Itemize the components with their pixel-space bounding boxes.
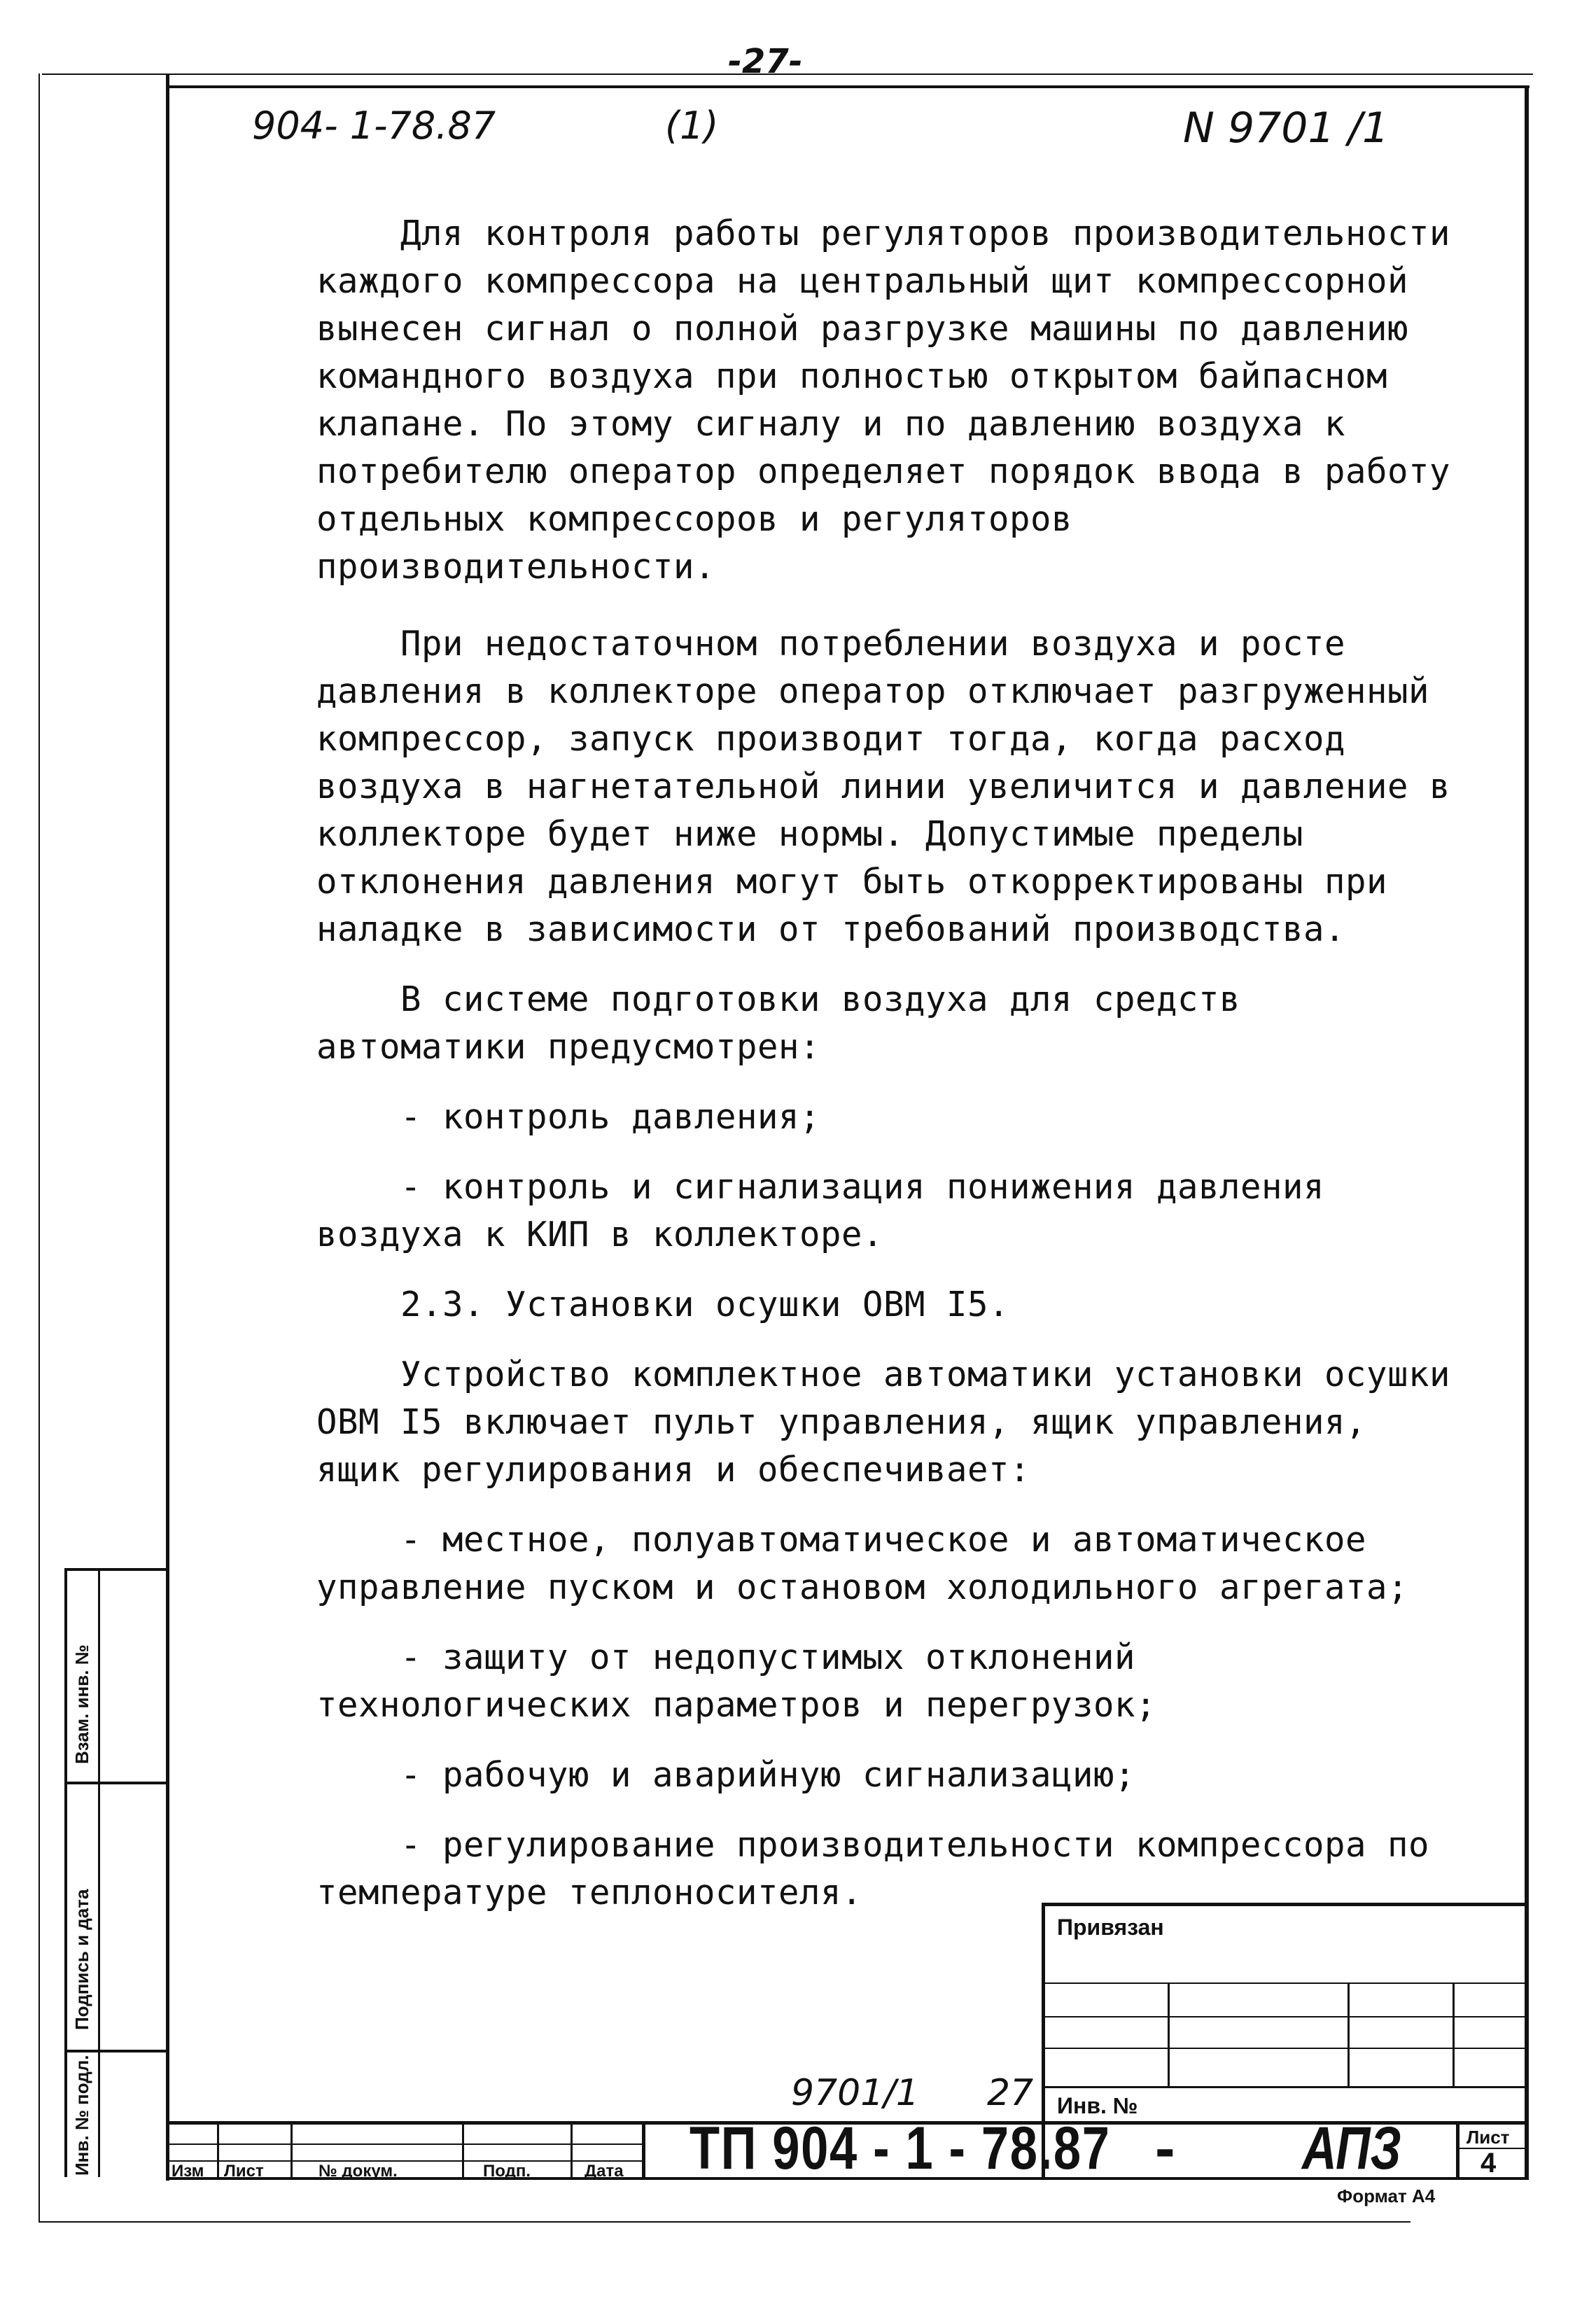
privyazan-col-1 bbox=[1168, 1982, 1170, 2087]
title-col-izm-right bbox=[217, 2121, 219, 2177]
section-code: АПЗ bbox=[1302, 2115, 1401, 2182]
section-heading: 2.3. Установки осушки ОВМ I5. bbox=[400, 1285, 1010, 1324]
side-column-mid bbox=[98, 1568, 100, 2177]
privyazan-bottom bbox=[1043, 2086, 1526, 2088]
list-item: - контроль и сигнализация понижения давления воздуха к КИП в коллекторе. bbox=[316, 1167, 1325, 1254]
side-column-divider-1 bbox=[64, 1782, 168, 1784]
paragraph: В системе подготовки воздуха для средств автоматики предусмотрен: bbox=[316, 979, 1241, 1067]
privyazan-col-3 bbox=[1452, 1982, 1455, 2087]
paragraph: При недостаточном потреблении воздуха и росте давления в коллекторе оператор отключает разгруженный компрессор, запуск производит тогда, когда расход воздуха в нагнетательной линии увеличится и давление в коллекторе будет ниже нормы. Допустимые пределы отклонения давления могут быть откорректированы при наладке в зависимости от требований производства. bbox=[316, 624, 1451, 949]
doc-code-handwritten: 904- 1-78.87 bbox=[252, 104, 496, 148]
frame-left-border bbox=[166, 74, 169, 2181]
column-label-izm: Изм bbox=[172, 2162, 204, 2181]
side-label-vzam-inv: Взам. инв. № bbox=[71, 1644, 92, 1764]
part-number-handwritten: (1) bbox=[665, 104, 719, 148]
sheet-label: Лист bbox=[1466, 2127, 1510, 2148]
designation-dash: - bbox=[1155, 2115, 1175, 2182]
column-label-data: Дата bbox=[584, 2162, 624, 2181]
inv-no-label: Инв. № bbox=[1057, 2093, 1138, 2118]
side-column-left bbox=[64, 1568, 67, 2177]
privyazan-col-2 bbox=[1348, 1982, 1350, 2087]
hand-number: 9701/1 bbox=[791, 2072, 919, 2114]
hand-page: 27 bbox=[987, 2072, 1034, 2114]
side-label-podpis-data: Подпись и дата bbox=[71, 1889, 92, 2030]
list-item: - контроль давления; bbox=[400, 1097, 821, 1137]
list-item: - регулирование производительности компрессора по температуре теплоносителя. bbox=[316, 1825, 1430, 1912]
paragraph: Для контроля работы регуляторов производительности каждого компрессора на центральный щит компрессорной вынесен сигнал о полной разгрузке машины по давлению командного воздуха при полностью открытом байпасном клапане. По этому сигналу и по давлению воздуха к потребителю оператор определяет порядок ввода в работу отдельных компрессоров и регуляторов производительности. bbox=[316, 214, 1451, 587]
title-col-list-right bbox=[290, 2121, 293, 2177]
page-outer-bottom bbox=[38, 2221, 1410, 2223]
privyazan-label: Привязан bbox=[1057, 1915, 1164, 1940]
frame-right-border bbox=[1525, 85, 1529, 2178]
column-label-podp: Подп. bbox=[483, 2162, 531, 2181]
sheet-box-left bbox=[1456, 2121, 1460, 2178]
sheet-number: 4 bbox=[1480, 2148, 1497, 2178]
page-marker: -27- bbox=[728, 42, 803, 81]
title-row-line-1 bbox=[166, 2143, 644, 2145]
title-col-data-right bbox=[642, 2121, 645, 2177]
order-number-handwritten: N 9701 /1 bbox=[1183, 104, 1390, 153]
privyazan-top bbox=[1043, 1903, 1526, 1906]
designation-title: ТП 904 - 1 - 78.87 bbox=[690, 2115, 1111, 2182]
list-item: - рабочую и аварийную сигнализацию; bbox=[400, 1755, 1136, 1795]
list-item: - защиту от недопустимых отклонений технологических параметров и перегрузок; bbox=[316, 1637, 1157, 1725]
column-label-dokum: № докум. bbox=[318, 2162, 398, 2181]
format-label: Формат А4 bbox=[1337, 2185, 1436, 2206]
paragraph: Устройство комплектное автоматики установки осушки ОВМ I5 включает пульт управления, ящик управления, ящик регулирования и обеспечивает: bbox=[316, 1355, 1451, 1490]
side-label-inv-podl: Инв. № подл. bbox=[71, 2055, 92, 2176]
title-col-dok-right bbox=[462, 2121, 464, 2177]
page-outer-left bbox=[38, 74, 40, 2223]
side-column-top bbox=[64, 1568, 168, 1571]
list-item: - местное, полуавтоматическое и автоматическое управление пуском и остановом холодильного агрегата; bbox=[316, 1520, 1409, 1607]
title-col-podp-right bbox=[570, 2121, 573, 2177]
side-column-divider-2 bbox=[64, 2050, 168, 2052]
document-body bbox=[316, 210, 1471, 1939]
frame-top-border bbox=[166, 85, 1530, 88]
column-label-list: Лист bbox=[224, 2162, 264, 2181]
